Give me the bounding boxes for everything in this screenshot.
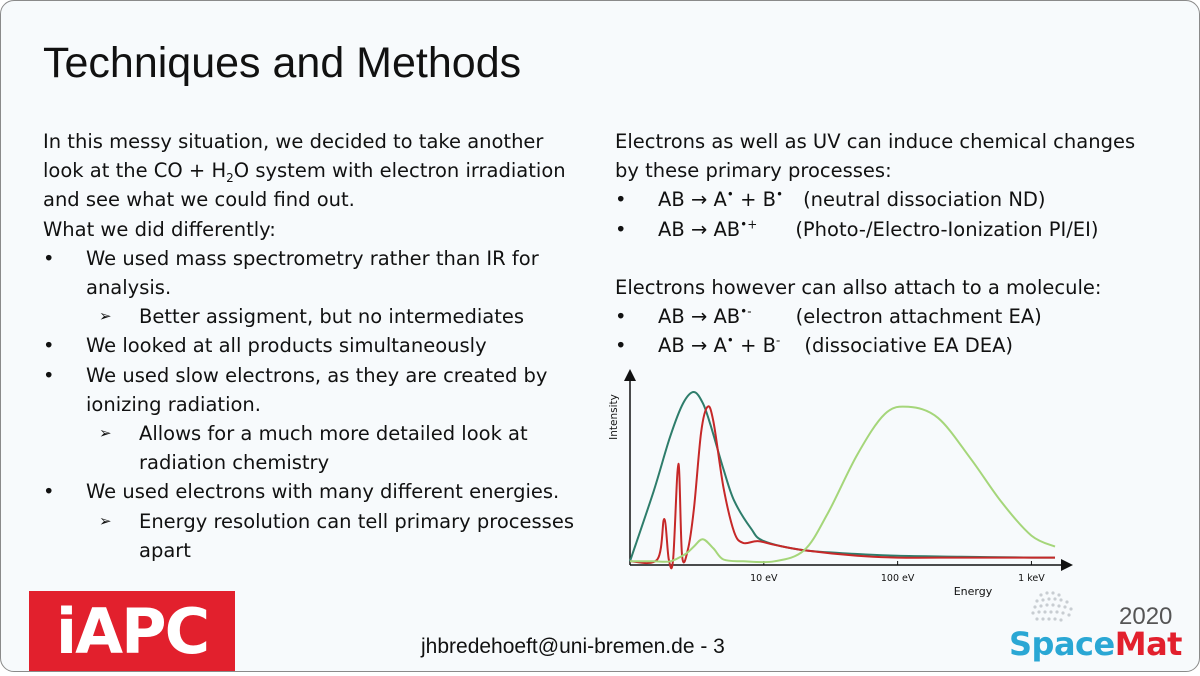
arrow-bullet-icon: ➢ <box>99 424 112 443</box>
bullet-dot: • <box>615 305 627 329</box>
series-line-1 <box>630 392 1055 561</box>
subbullet-assignment: ➢ Better assigment, but no intermediates <box>43 302 603 331</box>
bullet-dot: • <box>615 334 627 358</box>
x-tick-label: 10 eV <box>750 573 778 584</box>
iapc-logo: iAPC <box>29 591 235 671</box>
arrow-bullet-icon: ➢ <box>99 307 112 326</box>
bullet-dot: • <box>43 334 55 358</box>
subbullet-detailed-look-cont: radiation chemistry <box>139 451 330 475</box>
right-column <box>615 127 1195 360</box>
right-intro-line-1: Electrons as well as UV can induce chemical changes <box>615 130 1136 153</box>
bullet-dot: • <box>43 480 55 504</box>
footer-email: jhbredehoeft@uni-bremen.de <box>421 635 695 658</box>
left-intro-line-2: look at the CO + $H_2O$ system with electron irradiation <box>43 159 566 186</box>
bullet-all-products: • We looked at all products simultaneously <box>43 331 603 360</box>
left-intro-line-1: In this messy situation, we decided to take another <box>43 130 544 153</box>
x-axis-label: Energy <box>953 585 993 598</box>
series-line-3 <box>630 407 1055 563</box>
arrow-bullet-icon: ➢ <box>99 511 112 530</box>
bullet-slow-electrons-cont: ionizing radiation. <box>86 392 261 416</box>
slide-title: Techniques and Methods <box>43 39 522 87</box>
bullet-many-energies: • We used electrons with many different energies. <box>43 477 603 506</box>
footer-contact: jhbredehoeft@uni-bremen.de - 3 <box>421 635 725 658</box>
subbullet-energy-resolution: ➢ Energy resolution can tell primary processes <box>43 507 603 536</box>
left-intro-line-3: and see what we could find out. <box>43 188 355 212</box>
bullet-dot: • <box>615 188 627 212</box>
bullet-mass-spectrometry-cont: analysis. <box>86 276 172 300</box>
left-column <box>43 127 603 565</box>
bullet-dot: • <box>615 217 627 241</box>
energy-intensity-chart <box>603 369 1073 601</box>
spacemat-logo: SpaceMat <box>1009 625 1182 663</box>
x-tick-label: 100 eV <box>880 573 915 584</box>
right-attach-heading: Electrons however can allso attach to a molecule: <box>615 275 1102 299</box>
bullet-slow-electrons: • We used slow electrons, as they are created by <box>43 361 603 390</box>
reaction-ionization: • AB → AB•+ (Photo-/Electro-Ionization PI/EI) <box>615 215 1195 244</box>
subbullet-energy-resolution-cont: apart <box>139 538 191 562</box>
reaction-electron-attachment: • AB → AB•- (electron attachment EA) <box>615 302 1195 331</box>
x-tick-label: 1 keV <box>1018 573 1045 584</box>
bullet-dot: • <box>43 246 55 270</box>
bullet-mass-spectrometry: • We used mass spectrometry rather than IR for <box>43 244 603 273</box>
reaction-neutral-dissociation: • AB → A• + B• (neutral dissociation ND) <box>615 185 1195 214</box>
reaction-dissociative-attachment: • AB → A• + B- (dissociative EA DEA) <box>615 331 1195 360</box>
bullet-dot: • <box>43 363 55 387</box>
left-subheading: What we did differently: <box>43 217 276 241</box>
spacemat-year: 2020 <box>1119 603 1173 630</box>
y-axis-label: Intensity <box>608 394 620 440</box>
subbullet-detailed-look: ➢ Allows for a much more detailed look at <box>43 419 603 448</box>
right-intro-line-2: by these primary processes: <box>615 159 892 183</box>
